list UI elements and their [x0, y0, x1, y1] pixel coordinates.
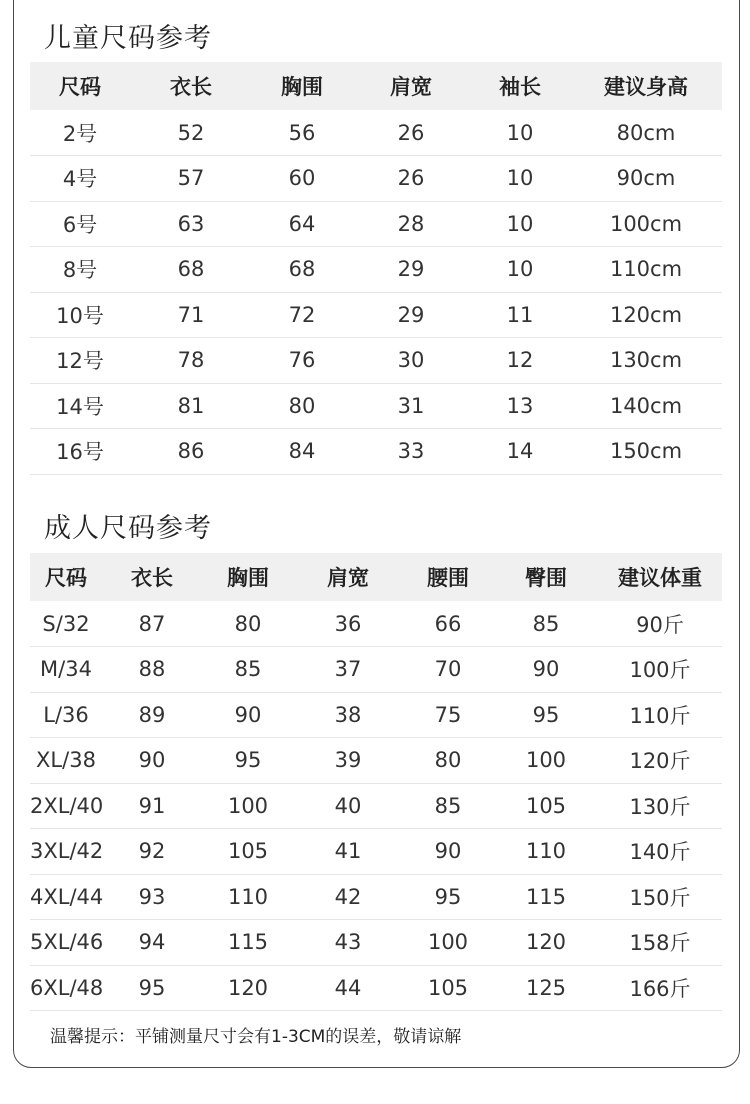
- kids-table-row-cell: 80cm: [570, 110, 722, 156]
- adult-size-title: 成人尺码参考: [44, 513, 212, 544]
- adult-table-row-cell: 90斤: [598, 601, 722, 647]
- adult-header-cell: 臀围: [525, 566, 567, 590]
- adult-header-cell: 腰围: [427, 566, 469, 590]
- kids-table-row-cell: 29: [352, 292, 470, 338]
- kids-table-row-cell: 14: [470, 429, 570, 475]
- measurement-note: 温馨提示：平铺测量尺寸会有1-3CM的误差，敬请谅解: [50, 1027, 462, 1047]
- kids-table-row-cell: 13: [470, 383, 570, 429]
- adult-table-row-cell: XL/38: [30, 738, 102, 784]
- adult-table-row-cell: 105: [402, 965, 494, 1011]
- kids-table-row-cell: 90cm: [570, 156, 722, 202]
- adult-table-row-cell: 120: [202, 965, 294, 1011]
- adult-table-row-cell: 40: [294, 783, 402, 829]
- kids-table-row-cell: 12号: [30, 338, 130, 384]
- kids-table-row-cell: 100cm: [570, 201, 722, 247]
- adult-table-row-cell: 110斤: [598, 692, 722, 738]
- kids-table-row-cell: 12: [470, 338, 570, 384]
- kids-table-row-cell: 130cm: [570, 338, 722, 384]
- adult-table-row-cell: 6XL/48: [30, 965, 102, 1011]
- adult-table-row-cell: 115: [494, 874, 598, 920]
- adult-table-row-cell: 130斤: [598, 783, 722, 829]
- adult-table-row-cell: 75: [402, 692, 494, 738]
- kids-table-row-cell: 26: [352, 110, 470, 156]
- adult-header-row: [30, 553, 722, 601]
- adult-table-row-cell: 5XL/46: [30, 920, 102, 966]
- kids-table-row-cell: 68: [252, 247, 352, 293]
- adult-table-row: [30, 647, 722, 693]
- adult-table-row: [30, 692, 722, 738]
- adult-table-row-cell: 43: [294, 920, 402, 966]
- kids-table-row-cell: 31: [352, 383, 470, 429]
- adult-header-cell: 衣长: [131, 566, 173, 590]
- kids-header-cell: 袖长: [499, 75, 541, 99]
- kids-table-row-cell: 80: [252, 383, 352, 429]
- kids-table-row-cell: 10: [470, 156, 570, 202]
- adult-table-row-cell: 140斤: [598, 829, 722, 875]
- adult-table-row-cell: 166斤: [598, 965, 722, 1011]
- kids-table-row: [30, 110, 722, 156]
- kids-table-row-cell: 110cm: [570, 247, 722, 293]
- kids-table-row-cell: 10: [470, 247, 570, 293]
- kids-table-row-cell: 30: [352, 338, 470, 384]
- kids-header-cell: 肩宽: [390, 75, 432, 99]
- adult-table-row-cell: 90: [494, 647, 598, 693]
- adult-table-row-cell: 66: [402, 601, 494, 647]
- kids-table-row-cell: 28: [352, 201, 470, 247]
- adult-table-row-cell: 90: [402, 829, 494, 875]
- adult-table-row-cell: 85: [494, 601, 598, 647]
- adult-table-row-cell: 95: [494, 692, 598, 738]
- kids-table-row-cell: 26: [352, 156, 470, 202]
- kids-table-row-cell: 78: [130, 338, 252, 384]
- kids-header-row: [30, 62, 722, 110]
- kids-table-row-cell: 33: [352, 429, 470, 475]
- kids-header-cell: 衣长: [170, 75, 212, 99]
- adult-table-row-cell: M/34: [30, 647, 102, 693]
- kids-header-cell: 胸围: [281, 75, 323, 99]
- adult-table-row-cell: 150斤: [598, 874, 722, 920]
- adult-table-row-cell: 36: [294, 601, 402, 647]
- kids-table-row-cell: 84: [252, 429, 352, 475]
- adult-table-row-cell: 44: [294, 965, 402, 1011]
- kids-table-row-cell: 63: [130, 201, 252, 247]
- adult-table-row-cell: 120: [494, 920, 598, 966]
- kids-table-row-cell: 8号: [30, 247, 130, 293]
- adult-table-row-cell: 100: [494, 738, 598, 784]
- kids-table-row-cell: 10: [470, 201, 570, 247]
- kids-table-row-cell: 72: [252, 292, 352, 338]
- adult-table-row-cell: 41: [294, 829, 402, 875]
- adult-table-row: [30, 783, 722, 829]
- kids-header-cell: 建议身高: [604, 75, 688, 99]
- adult-header-cell: 肩宽: [327, 566, 369, 590]
- kids-table-row-cell: 11: [470, 292, 570, 338]
- kids-table-row-cell: 120cm: [570, 292, 722, 338]
- kids-table-row-cell: 140cm: [570, 383, 722, 429]
- kids-table-row: [30, 292, 722, 338]
- kids-size-title: 儿童尺码参考: [44, 23, 212, 54]
- kids-table-row-cell: 86: [130, 429, 252, 475]
- kids-table-row: [30, 201, 722, 247]
- adult-size-table: [30, 553, 722, 1011]
- adult-header-cell: 胸围: [227, 566, 269, 590]
- adult-table-row-cell: 92: [102, 829, 202, 875]
- adult-table-row-cell: 100: [402, 920, 494, 966]
- adult-table-row-cell: 125: [494, 965, 598, 1011]
- adult-table-row-cell: 95: [202, 738, 294, 784]
- kids-table-row-cell: 76: [252, 338, 352, 384]
- kids-table-row: [30, 247, 722, 293]
- adult-table-row-cell: 4XL/44: [30, 874, 102, 920]
- adult-header-cell: 建议体重: [618, 566, 702, 590]
- kids-table-row-cell: 4号: [30, 156, 130, 202]
- kids-table-row-cell: 29: [352, 247, 470, 293]
- kids-table-row-cell: 57: [130, 156, 252, 202]
- adult-table-row-cell: L/36: [30, 692, 102, 738]
- adult-table-row-cell: 80: [202, 601, 294, 647]
- kids-size-table: [30, 62, 722, 475]
- adult-table-row-cell: 88: [102, 647, 202, 693]
- adult-table-row-cell: 70: [402, 647, 494, 693]
- adult-table-row-cell: 2XL/40: [30, 783, 102, 829]
- kids-table-row: [30, 429, 722, 475]
- adult-table-row-cell: 110: [494, 829, 598, 875]
- adult-table-row-cell: 95: [402, 874, 494, 920]
- kids-table-row-cell: 6号: [30, 201, 130, 247]
- adult-table-row: [30, 738, 722, 784]
- adult-table-row-cell: 80: [402, 738, 494, 784]
- adult-table-row-cell: 105: [202, 829, 294, 875]
- adult-table-row-cell: 94: [102, 920, 202, 966]
- adult-table-row-cell: 158斤: [598, 920, 722, 966]
- kids-table-row: [30, 383, 722, 429]
- adult-header-cell: 尺码: [45, 566, 87, 590]
- adult-table-row-cell: 93: [102, 874, 202, 920]
- adult-table-row-cell: 85: [202, 647, 294, 693]
- kids-header-cell: 尺码: [59, 75, 101, 99]
- kids-table-row-cell: 16号: [30, 429, 130, 475]
- kids-table-row-cell: 52: [130, 110, 252, 156]
- adult-table-row-cell: 39: [294, 738, 402, 784]
- adult-table-row-cell: 115: [202, 920, 294, 966]
- adult-table-row-cell: S/32: [30, 601, 102, 647]
- adult-table-row-cell: 85: [402, 783, 494, 829]
- adult-table-row-cell: 89: [102, 692, 202, 738]
- kids-table-row-cell: 56: [252, 110, 352, 156]
- adult-table-row-cell: 90: [102, 738, 202, 784]
- adult-table-row: [30, 920, 722, 966]
- kids-table-row-cell: 150cm: [570, 429, 722, 475]
- kids-table-row-cell: 68: [130, 247, 252, 293]
- adult-table-row-cell: 105: [494, 783, 598, 829]
- kids-table-row: [30, 156, 722, 202]
- kids-table-row-cell: 10: [470, 110, 570, 156]
- adult-table-row-cell: 95: [102, 965, 202, 1011]
- adult-table-row: [30, 874, 722, 920]
- kids-table-row-cell: 10号: [30, 292, 130, 338]
- adult-table-row-cell: 37: [294, 647, 402, 693]
- adult-table-row: [30, 601, 722, 647]
- kids-table-row-cell: 64: [252, 201, 352, 247]
- kids-table-row-cell: 60: [252, 156, 352, 202]
- adult-table-row-cell: 100斤: [598, 647, 722, 693]
- adult-table-row-cell: 3XL/42: [30, 829, 102, 875]
- adult-table-row: [30, 965, 722, 1011]
- kids-table-row-cell: 81: [130, 383, 252, 429]
- adult-table-row-cell: 100: [202, 783, 294, 829]
- kids-table-row-cell: 14号: [30, 383, 130, 429]
- adult-table-row-cell: 90: [202, 692, 294, 738]
- adult-table-row-cell: 110: [202, 874, 294, 920]
- adult-table-row: [30, 829, 722, 875]
- kids-table-row: [30, 338, 722, 384]
- adult-table-row-cell: 120斤: [598, 738, 722, 784]
- adult-table-row-cell: 91: [102, 783, 202, 829]
- adult-table-row-cell: 38: [294, 692, 402, 738]
- adult-table-row-cell: 87: [102, 601, 202, 647]
- kids-table-row-cell: 71: [130, 292, 252, 338]
- adult-table-row-cell: 42: [294, 874, 402, 920]
- kids-table-row-cell: 2号: [30, 110, 130, 156]
